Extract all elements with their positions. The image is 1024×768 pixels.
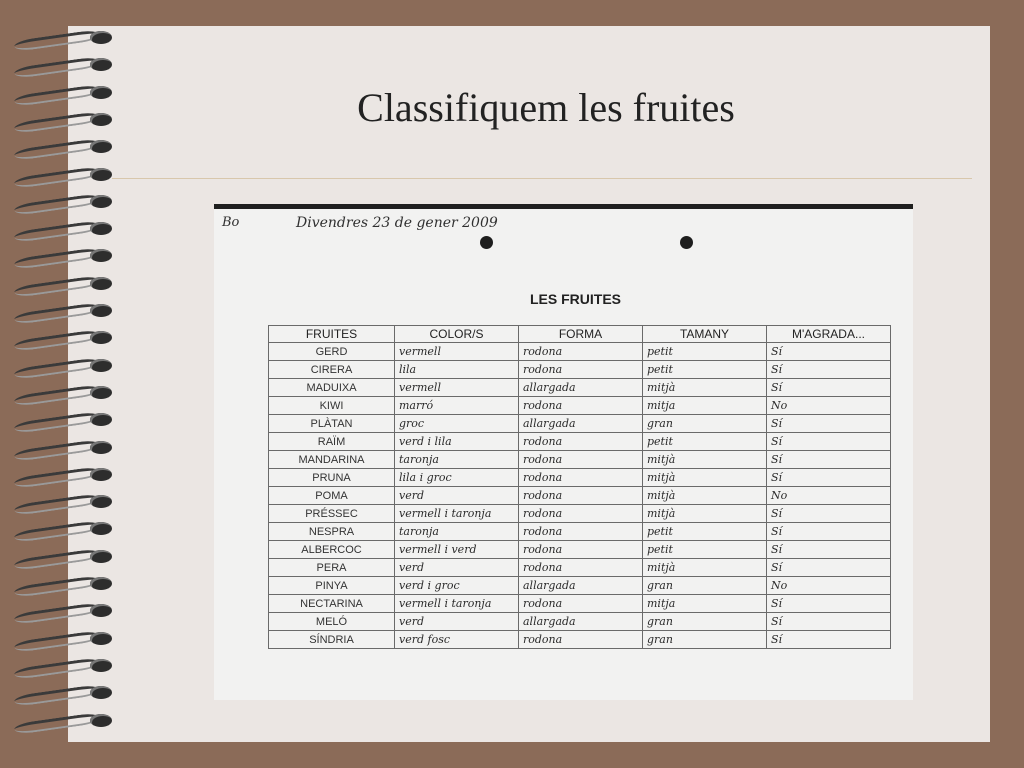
shape-cell: rodona	[519, 397, 643, 415]
size-cell: petit	[643, 433, 767, 451]
table-row	[269, 541, 891, 559]
spiral-ring	[14, 385, 112, 401]
color-cell: verd	[395, 613, 519, 631]
spiral-hole	[90, 331, 112, 344]
spiral-ring	[14, 139, 112, 155]
spiral-wire	[14, 56, 101, 79]
shape-cell: rodona	[519, 451, 643, 469]
fruit-name-cell: RAÏM	[269, 433, 395, 451]
spiral-wire	[14, 466, 101, 489]
fruit-name-cell: PINYA	[269, 577, 395, 595]
spiral-wire	[14, 548, 101, 571]
spiral-ring	[14, 576, 112, 592]
worksheet-corner-note: Bo	[222, 215, 240, 230]
spiral-hole	[90, 304, 112, 317]
spiral-wire	[14, 712, 101, 735]
size-cell: mitjà	[643, 505, 767, 523]
spiral-wire	[14, 520, 101, 543]
likes-cell: No	[767, 487, 891, 505]
spiral-hole	[90, 277, 112, 290]
shape-cell: allargada	[519, 613, 643, 631]
size-cell: mitjà	[643, 469, 767, 487]
spiral-hole	[90, 195, 112, 208]
color-cell: vermell	[395, 379, 519, 397]
table-row	[269, 523, 891, 541]
spiral-wire	[14, 138, 101, 161]
table-row	[269, 415, 891, 433]
fruit-name-cell: NESPRA	[269, 523, 395, 541]
spiral-wire	[14, 329, 101, 352]
spiral-ring	[14, 167, 112, 183]
spiral-ring	[14, 549, 112, 565]
fruit-name-cell: PERA	[269, 559, 395, 577]
spiral-wire	[14, 384, 101, 407]
likes-cell: Sí	[767, 613, 891, 631]
likes-cell: Sí	[767, 523, 891, 541]
color-cell: verd	[395, 559, 519, 577]
spiral-wire	[14, 602, 101, 625]
spiral-wire	[14, 166, 101, 189]
spiral-ring	[14, 412, 112, 428]
size-cell: mitja	[643, 397, 767, 415]
color-cell: marró	[395, 397, 519, 415]
table-row	[269, 451, 891, 469]
column-header: FRUITES	[269, 326, 395, 343]
fruit-name-cell: MELÓ	[269, 613, 395, 631]
spiral-ring	[14, 440, 112, 456]
size-cell: mitjà	[643, 487, 767, 505]
likes-cell: Sí	[767, 631, 891, 649]
table-row	[269, 397, 891, 415]
table-row	[269, 505, 891, 523]
slide-title: Classifiquem les fruites	[357, 85, 735, 130]
color-cell: verd i groc	[395, 577, 519, 595]
spiral-binding	[0, 30, 115, 740]
spiral-ring	[14, 330, 112, 346]
color-cell: verd i lila	[395, 433, 519, 451]
spiral-ring	[14, 521, 112, 537]
size-cell: petit	[643, 361, 767, 379]
color-cell: vermell i verd	[395, 541, 519, 559]
spiral-hole	[90, 359, 112, 372]
color-cell: lila i groc	[395, 469, 519, 487]
size-cell: gran	[643, 631, 767, 649]
spiral-ring	[14, 685, 112, 701]
likes-cell: Sí	[767, 361, 891, 379]
table-row	[269, 577, 891, 595]
shape-cell: allargada	[519, 577, 643, 595]
spiral-wire	[14, 29, 101, 52]
spiral-wire	[14, 275, 101, 298]
spiral-wire	[14, 630, 101, 653]
shape-cell: rodona	[519, 343, 643, 361]
fruit-name-cell: NECTARINA	[269, 595, 395, 613]
spiral-hole	[90, 386, 112, 399]
shape-cell: rodona	[519, 595, 643, 613]
table-row	[269, 559, 891, 577]
fruit-name-cell: PLÀTAN	[269, 415, 395, 433]
spiral-hole	[90, 413, 112, 426]
spiral-wire	[14, 220, 101, 243]
spiral-hole	[90, 577, 112, 590]
scanned-worksheet	[214, 204, 913, 700]
table-row	[269, 379, 891, 397]
likes-cell: Sí	[767, 541, 891, 559]
shape-cell: allargada	[519, 379, 643, 397]
size-cell: mitja	[643, 595, 767, 613]
spiral-hole	[90, 441, 112, 454]
likes-cell: Sí	[767, 505, 891, 523]
table-row	[269, 433, 891, 451]
spiral-wire	[14, 411, 101, 434]
spiral-hole	[90, 168, 112, 181]
spiral-hole	[90, 604, 112, 617]
likes-cell: Sí	[767, 451, 891, 469]
spiral-hole	[90, 468, 112, 481]
column-header: TAMANY	[643, 326, 767, 343]
size-cell: mitjà	[643, 451, 767, 469]
table-row	[269, 487, 891, 505]
fruit-name-cell: PRÉSSEC	[269, 505, 395, 523]
fruit-name-cell: MADUIXA	[269, 379, 395, 397]
column-header: COLOR/S	[395, 326, 519, 343]
table-row	[269, 595, 891, 613]
spiral-hole	[90, 495, 112, 508]
shape-cell: rodona	[519, 559, 643, 577]
fruit-name-cell: CIRERA	[269, 361, 395, 379]
spiral-ring	[14, 658, 112, 674]
table-row	[269, 361, 891, 379]
spiral-ring	[14, 603, 112, 619]
color-cell: lila	[395, 361, 519, 379]
spiral-hole	[90, 714, 112, 727]
worksheet-title: LES FRUITES	[530, 291, 622, 307]
size-cell: petit	[643, 541, 767, 559]
table-row	[269, 343, 891, 361]
spiral-hole	[90, 686, 112, 699]
spiral-ring	[14, 467, 112, 483]
spiral-ring	[14, 713, 112, 729]
spiral-wire	[14, 302, 101, 325]
fruit-name-cell: SÍNDRIA	[269, 631, 395, 649]
likes-cell: Sí	[767, 433, 891, 451]
spiral-hole	[90, 522, 112, 535]
color-cell: taronja	[395, 523, 519, 541]
table-row	[269, 613, 891, 631]
punch-hole-right	[680, 236, 693, 249]
spiral-ring	[14, 631, 112, 647]
color-cell: groc	[395, 415, 519, 433]
spiral-hole	[90, 58, 112, 71]
spiral-wire	[14, 575, 101, 598]
spiral-ring	[14, 30, 112, 46]
likes-cell: Sí	[767, 595, 891, 613]
shape-cell: rodona	[519, 469, 643, 487]
spiral-ring	[14, 221, 112, 237]
table-header-row	[269, 326, 891, 343]
shape-cell: rodona	[519, 523, 643, 541]
spiral-hole	[90, 550, 112, 563]
size-cell: gran	[643, 577, 767, 595]
likes-cell: Sí	[767, 379, 891, 397]
fruit-name-cell: MANDARINA	[269, 451, 395, 469]
fruit-name-cell: ALBERCOC	[269, 541, 395, 559]
title-divider	[112, 178, 972, 179]
size-cell: mitjà	[643, 379, 767, 397]
size-cell: gran	[643, 415, 767, 433]
likes-cell: Sí	[767, 469, 891, 487]
shape-cell: rodona	[519, 433, 643, 451]
spiral-wire	[14, 357, 101, 380]
size-cell: gran	[643, 613, 767, 631]
likes-cell: Sí	[767, 559, 891, 577]
color-cell: taronja	[395, 451, 519, 469]
likes-cell: Sí	[767, 415, 891, 433]
table-row	[269, 631, 891, 649]
worksheet-date: Divendres 23 de gener 2009	[296, 215, 498, 231]
spiral-wire	[14, 193, 101, 216]
fruit-name-cell: PRUNA	[269, 469, 395, 487]
color-cell: vermell i taronja	[395, 595, 519, 613]
size-cell: petit	[643, 343, 767, 361]
color-cell: verd	[395, 487, 519, 505]
fruits-table	[268, 325, 891, 649]
fruit-name-cell: POMA	[269, 487, 395, 505]
size-cell: petit	[643, 523, 767, 541]
spiral-ring	[14, 57, 112, 73]
spiral-hole	[90, 31, 112, 44]
spiral-wire	[14, 657, 101, 680]
spiral-ring	[14, 303, 112, 319]
likes-cell: Sí	[767, 343, 891, 361]
fruit-name-cell: KIWI	[269, 397, 395, 415]
spiral-hole	[90, 249, 112, 262]
spiral-wire	[14, 493, 101, 516]
shape-cell: rodona	[519, 505, 643, 523]
fruit-name-cell: GERD	[269, 343, 395, 361]
spiral-ring	[14, 248, 112, 264]
punch-hole-left	[480, 236, 493, 249]
color-cell: vermell	[395, 343, 519, 361]
shape-cell: rodona	[519, 541, 643, 559]
column-header: FORMA	[519, 326, 643, 343]
color-cell: vermell i taronja	[395, 505, 519, 523]
spiral-ring	[14, 358, 112, 374]
spiral-hole	[90, 222, 112, 235]
spiral-hole	[90, 632, 112, 645]
spiral-hole	[90, 140, 112, 153]
size-cell: mitjà	[643, 559, 767, 577]
table-row	[269, 469, 891, 487]
color-cell: verd fosc	[395, 631, 519, 649]
spiral-wire	[14, 247, 101, 270]
spiral-ring	[14, 194, 112, 210]
spiral-ring	[14, 276, 112, 292]
spiral-hole	[90, 659, 112, 672]
likes-cell: No	[767, 397, 891, 415]
spiral-wire	[14, 684, 101, 707]
shape-cell: allargada	[519, 415, 643, 433]
likes-cell: No	[767, 577, 891, 595]
column-header: M'AGRADA...	[767, 326, 891, 343]
spiral-wire	[14, 439, 101, 462]
spiral-ring	[14, 494, 112, 510]
shape-cell: rodona	[519, 487, 643, 505]
shape-cell: rodona	[519, 361, 643, 379]
shape-cell: rodona	[519, 631, 643, 649]
